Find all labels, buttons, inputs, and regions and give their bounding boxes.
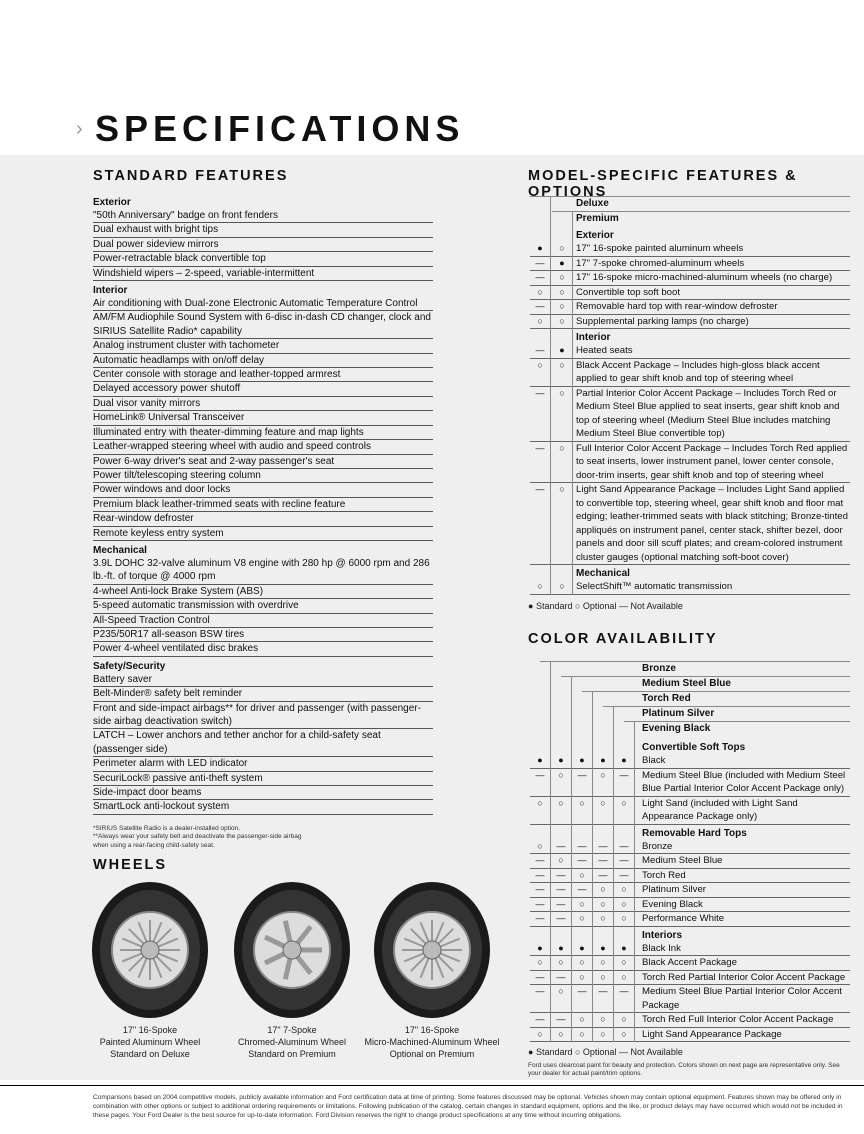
feature-item: Power tilt/telescoping steering column bbox=[93, 469, 433, 483]
optional-circle-icon: ○ bbox=[572, 600, 583, 611]
legend bbox=[528, 1047, 683, 1057]
wheel-availability: Standard on Deluxe bbox=[110, 1049, 190, 1059]
feature-item: Power-retractable black convertible top bbox=[93, 252, 433, 266]
color-option-text: Black Accent Package bbox=[642, 957, 737, 968]
color-availability-symbol: — bbox=[577, 840, 587, 851]
color-availability-symbol: — bbox=[556, 840, 566, 851]
feature-text: 17" 7-spoke chromed-aluminum wheels bbox=[576, 257, 745, 269]
table-row bbox=[530, 912, 850, 927]
legend-na: — Not Available bbox=[618, 600, 683, 611]
footer-divider bbox=[0, 1085, 864, 1086]
color-availability-symbol: ○ bbox=[537, 1028, 543, 1039]
wheel-caption bbox=[222, 1024, 362, 1060]
color-availability-symbol: — bbox=[598, 869, 608, 880]
table-row bbox=[530, 271, 850, 286]
color-availability-symbol: ○ bbox=[537, 797, 543, 808]
section-heading: Mechanical bbox=[93, 544, 147, 556]
color-availability-symbol: ○ bbox=[621, 797, 627, 808]
feature-text: Convertible top soft boot bbox=[576, 286, 680, 298]
feature-item: Windshield wipers – 2-speed, variable-intermittent bbox=[93, 267, 433, 281]
column-rule bbox=[634, 721, 635, 1042]
availability-deluxe: — bbox=[535, 301, 545, 311]
color-column-label: Medium Steel Blue bbox=[642, 678, 731, 689]
color-availability-symbol: ○ bbox=[579, 869, 585, 880]
color-availability-symbol: — bbox=[577, 884, 587, 894]
header-line bbox=[540, 661, 850, 662]
category-label: Exterior bbox=[576, 230, 614, 241]
availability-deluxe: — bbox=[535, 345, 545, 355]
color-availability-heading: COLOR AVAILABILITY bbox=[528, 631, 718, 647]
legend-optional: Optional bbox=[582, 1047, 617, 1057]
color-availability-symbol: — bbox=[598, 986, 608, 996]
color-availability-symbol: ○ bbox=[600, 884, 606, 894]
color-availability-symbol: ● bbox=[558, 942, 564, 953]
feature-text: Removable hard top with rear-window defroster bbox=[576, 301, 778, 312]
color-availability-symbol: ○ bbox=[558, 957, 564, 967]
wheel-type: Chromed-Aluminum Wheel bbox=[237, 1037, 347, 1047]
wheel-name: 17" 16-Spoke bbox=[122, 1025, 178, 1035]
feature-item: Dual visor vanity mirrors bbox=[93, 397, 433, 411]
availability-premium: ● bbox=[559, 257, 565, 268]
feature-item: Belt-Minder® safety belt reminder bbox=[93, 687, 433, 701]
color-availability-symbol: ○ bbox=[621, 1014, 627, 1024]
feature-item: Power 6-way driver's seat and 2-way passenger's seat bbox=[93, 455, 433, 469]
color-availability-symbol: ○ bbox=[558, 797, 564, 808]
feature-item: Premium black leather-trimmed seats with recline feature bbox=[93, 498, 433, 512]
color-availability-symbol: ○ bbox=[600, 797, 606, 808]
legend-optional: Optional bbox=[582, 600, 617, 611]
footnote-line: *SIRIUS Satellite Radio is a dealer-installed option. bbox=[93, 824, 241, 832]
table-row bbox=[530, 387, 850, 442]
availability-premium: ○ bbox=[559, 301, 565, 311]
color-option-text: Torch Red bbox=[642, 869, 686, 881]
color-availability-symbol: ○ bbox=[579, 1028, 585, 1039]
feature-item: Battery saver bbox=[93, 673, 433, 687]
table-row bbox=[530, 985, 850, 1013]
table-row bbox=[530, 257, 850, 272]
category-label: Interiors bbox=[642, 929, 683, 941]
color-availability-symbol: — bbox=[535, 898, 545, 909]
feature-item: Remote keyless entry system bbox=[93, 527, 433, 541]
availability-deluxe: ● bbox=[537, 243, 543, 253]
wheel-caption bbox=[80, 1024, 220, 1060]
color-availability-symbol: — bbox=[619, 840, 629, 851]
table-row bbox=[530, 1028, 850, 1043]
color-availability-symbol: ○ bbox=[558, 855, 564, 865]
table-row bbox=[530, 565, 850, 580]
color-availability-symbol: ○ bbox=[537, 957, 543, 967]
availability-premium: ○ bbox=[559, 484, 565, 494]
color-availability-symbol: ○ bbox=[600, 898, 606, 909]
color-availability-symbol: ○ bbox=[558, 769, 564, 780]
column-premium: Premium bbox=[576, 213, 619, 224]
wheel-card bbox=[362, 880, 502, 1060]
feature-item: P235/50R17 all-season BSW tires bbox=[93, 628, 433, 642]
color-availability-symbol: ● bbox=[579, 755, 585, 765]
availability-deluxe: — bbox=[535, 442, 545, 453]
color-availability-symbol: — bbox=[577, 855, 587, 865]
color-option-text: Black Ink bbox=[642, 942, 681, 954]
color-availability-symbol: ● bbox=[537, 755, 543, 765]
standard-features-heading: STANDARD FEATURES bbox=[93, 168, 289, 184]
feature-item: Air conditioning with Dual-zone Electronic Automatic Temperature Control bbox=[93, 297, 433, 311]
category-label: Mechanical bbox=[576, 568, 630, 579]
feature-item: Illuminated entry with theater-dimming feature and map lights bbox=[93, 426, 433, 440]
standard-dot-icon: ● bbox=[528, 1047, 536, 1057]
wheel-image bbox=[372, 880, 492, 1020]
legend bbox=[528, 601, 683, 611]
header-line bbox=[603, 706, 850, 707]
color-availability-symbol: — bbox=[535, 1014, 545, 1024]
availability-deluxe: — bbox=[535, 484, 545, 494]
color-availability-symbol: — bbox=[556, 898, 566, 909]
color-note: Ford uses clearcoat paint for beauty and protection. Colors shown on next page are representative only. See your dealer for actual paint/trim options. bbox=[528, 1062, 840, 1077]
feature-item: Power windows and door locks bbox=[93, 483, 433, 497]
feature-text: Light Sand Appearance Package – Includes Light Sand applied to convertible top, steering wheel, gear shift knob and floor mat edging; leather-trimmed seats with black stitching; Bronze-tinted appliqués on instrument panel, center stack, shifter bezel, door panels and door sill scuff plates; and cream-colored instrument cluster gauges (optional matching soft-boot cover) bbox=[576, 484, 848, 563]
optional-circle-icon: ○ bbox=[572, 1047, 583, 1057]
feature-text: 17" 16-spoke painted aluminum wheels bbox=[576, 243, 744, 254]
availability-premium: ● bbox=[559, 345, 565, 355]
availability-deluxe: ○ bbox=[537, 315, 543, 326]
table-row bbox=[530, 1013, 850, 1028]
color-availability-symbol: — bbox=[577, 986, 587, 996]
availability-deluxe: ○ bbox=[537, 286, 543, 297]
color-availability-symbol: ○ bbox=[579, 957, 585, 967]
color-availability-symbol: ● bbox=[579, 942, 585, 953]
color-availability-symbol: ○ bbox=[600, 957, 606, 967]
section-heading: Interior bbox=[93, 285, 128, 297]
feature-item: Dual exhaust with bright tips bbox=[93, 223, 433, 237]
header-line bbox=[561, 676, 850, 677]
color-option-text: Light Sand (included with Light Sand Appearance Package only) bbox=[642, 797, 798, 822]
color-option-text: Performance White bbox=[642, 913, 725, 924]
feature-item: Leather-wrapped steering wheel with audio and speed controls bbox=[93, 440, 433, 454]
feature-text: 17" 16-spoke micro-machined-aluminum wheels (no charge) bbox=[576, 272, 833, 283]
feature-item: All-Speed Traction Control bbox=[93, 614, 433, 628]
standard-dot-icon: ● bbox=[528, 600, 536, 611]
color-availability-symbol: — bbox=[577, 769, 587, 780]
page-title: SPECIFICATIONS bbox=[95, 108, 465, 149]
footnote-line: when using a rear-facing child-safety seat. bbox=[93, 841, 215, 849]
feature-text: Supplemental parking lamps (no charge) bbox=[576, 315, 749, 327]
wheel-availability: Standard on Premium bbox=[248, 1049, 336, 1059]
availability-premium: ○ bbox=[559, 315, 565, 326]
table-row bbox=[530, 286, 850, 301]
table-row bbox=[530, 483, 850, 565]
color-option-text: Medium Steel Blue Partial Interior Color Accent Package bbox=[642, 986, 842, 1011]
table-row bbox=[530, 739, 850, 754]
color-availability-symbol: ● bbox=[621, 942, 627, 953]
wheel-name: 17" 16-Spoke bbox=[404, 1025, 460, 1035]
color-availability-symbol: ● bbox=[621, 755, 627, 765]
wheel-name: 17" 7-Spoke bbox=[267, 1025, 317, 1035]
wheel-type: Painted Aluminum Wheel bbox=[99, 1037, 201, 1047]
table-row bbox=[530, 754, 850, 769]
footnotes bbox=[93, 825, 433, 851]
feature-text: Black Accent Package – Includes high-gloss black accent applied to gear shift knob and top of steering wheel bbox=[576, 359, 820, 384]
color-availability-symbol: ○ bbox=[621, 957, 627, 967]
color-availability-symbol: ○ bbox=[579, 1014, 585, 1024]
availability-premium: ○ bbox=[559, 442, 565, 453]
color-availability-symbol: — bbox=[535, 913, 545, 923]
standard-features-list bbox=[93, 193, 433, 850]
color-availability-symbol: ○ bbox=[579, 797, 585, 808]
header-line bbox=[624, 721, 850, 722]
wheel-image bbox=[232, 880, 352, 1020]
table-row bbox=[530, 442, 850, 484]
table-row bbox=[530, 869, 850, 884]
color-availability-symbol: — bbox=[535, 869, 545, 880]
column-rule bbox=[550, 196, 551, 595]
column-rule bbox=[571, 676, 572, 1042]
color-availability-symbol: — bbox=[619, 986, 629, 996]
feature-item: 3.9L DOHC 32-valve aluminum V8 engine with 280 hp @ 6000 rpm and 286 lb.-ft. of torque @ 4000 rpm bbox=[93, 557, 433, 585]
table-row bbox=[530, 329, 850, 344]
color-availability-symbol: ○ bbox=[621, 898, 627, 909]
color-availability-symbol: — bbox=[556, 869, 566, 880]
availability-premium: ○ bbox=[559, 272, 565, 282]
availability-deluxe: ○ bbox=[537, 581, 543, 591]
feature-item: SmartLock anti-lockout system bbox=[93, 800, 433, 814]
availability-premium: ○ bbox=[559, 581, 565, 591]
availability-deluxe: — bbox=[535, 387, 545, 398]
color-availability-symbol: — bbox=[556, 1014, 566, 1024]
color-availability-symbol: — bbox=[535, 855, 545, 865]
color-availability-symbol: ● bbox=[537, 942, 543, 953]
wheel-image bbox=[90, 880, 210, 1020]
column-rule bbox=[592, 691, 593, 1042]
color-availability-symbol: ○ bbox=[621, 913, 627, 923]
footnote-line: **Always wear your safety belt and deactivate the passenger-side airbag bbox=[93, 833, 302, 841]
color-availability-symbol: ○ bbox=[537, 840, 543, 851]
color-availability-symbol: ○ bbox=[621, 971, 627, 982]
feature-item: Perimeter alarm with LED indicator bbox=[93, 757, 433, 771]
color-availability-symbol: — bbox=[556, 971, 566, 982]
feature-item: HomeLink® Universal Transceiver bbox=[93, 411, 433, 425]
color-option-text: Bronze bbox=[642, 840, 673, 852]
availability-deluxe: ○ bbox=[537, 359, 543, 370]
legend-na: — Not Available bbox=[618, 1047, 683, 1057]
table-row bbox=[530, 580, 850, 595]
color-availability-symbol: ○ bbox=[579, 898, 585, 909]
color-availability-symbol: — bbox=[556, 884, 566, 894]
footer-disclaimer: Comparisons based on 2004 competitive models, publicly available information and Ford certification data at time of printing. Some features discussed may be optional. Vehicles shown may contain optional equipment. Features shown may be offered only in combination with other options or subject to additional ordering requirements or limitations. Following publication of the catalog, certain changes in standard equipment, options and the like, or product delays may have occurred which would not be included in these pages. Your Ford Dealer is the best source for up-to-date information. Ford Division reserves the right to change product specifications at any time without incurring obligations. bbox=[93, 1094, 843, 1119]
feature-item: Center console with storage and leather-topped armrest bbox=[93, 368, 433, 382]
availability-premium: ○ bbox=[559, 359, 565, 370]
table-row bbox=[530, 300, 850, 315]
table-row bbox=[530, 956, 850, 971]
color-availability-symbol: ○ bbox=[558, 1028, 564, 1039]
feature-item: 4-wheel Anti-lock Brake System (ABS) bbox=[93, 585, 433, 599]
table-row bbox=[530, 359, 850, 387]
color-column-label: Torch Red bbox=[642, 693, 691, 704]
availability-deluxe: — bbox=[535, 257, 545, 268]
color-option-text: Torch Red Full Interior Color Accent Package bbox=[642, 1014, 834, 1025]
column-rule bbox=[572, 211, 573, 595]
color-option-text: Black bbox=[642, 755, 666, 766]
table-row bbox=[530, 840, 850, 855]
wheels-heading: WHEELS bbox=[93, 857, 168, 873]
color-availability-symbol: ○ bbox=[621, 1028, 627, 1039]
table-row bbox=[530, 898, 850, 913]
color-availability-symbol: ○ bbox=[600, 971, 606, 982]
wheel-availability: Optional on Premium bbox=[389, 1049, 475, 1059]
color-column-label: Platinum Silver bbox=[642, 708, 715, 719]
feature-item: Dual power sideview mirrors bbox=[93, 238, 433, 252]
header-line bbox=[582, 691, 850, 692]
color-availability-symbol: ○ bbox=[621, 884, 627, 894]
color-column-label: Bronze bbox=[642, 663, 676, 674]
feature-item: 5-speed automatic transmission with overdrive bbox=[93, 599, 433, 613]
color-availability-symbol: ○ bbox=[579, 913, 585, 923]
color-option-text: Platinum Silver bbox=[642, 884, 706, 895]
color-option-text: Medium Steel Blue (included with Medium Steel Blue Partial Interior Color Accent Package only) bbox=[642, 769, 846, 794]
table-row bbox=[530, 797, 850, 825]
color-availability-symbol: ○ bbox=[579, 971, 585, 982]
color-availability-symbol: — bbox=[598, 840, 608, 851]
table-row bbox=[530, 854, 850, 869]
chevron-right-icon: › bbox=[76, 118, 83, 140]
feature-text: Full Interior Color Accent Package – Includes Torch Red applied to seat inserts, lower instrument panel, lower center console, door-trim inserts, gear shift knob and top of steering wheel bbox=[576, 442, 848, 481]
category-label: Interior bbox=[576, 332, 611, 343]
color-availability-symbol: — bbox=[619, 769, 629, 780]
table-row bbox=[530, 825, 850, 840]
column-deluxe: Deluxe bbox=[576, 198, 609, 209]
availability-premium: ○ bbox=[559, 387, 565, 398]
feature-text: Heated seats bbox=[576, 345, 633, 356]
color-availability-symbol: ○ bbox=[558, 986, 564, 996]
legend-standard: Standard bbox=[535, 1047, 573, 1057]
column-rule bbox=[613, 706, 614, 1042]
color-availability-symbol: ○ bbox=[600, 1014, 606, 1024]
table-row bbox=[530, 927, 850, 942]
color-availability-symbol: — bbox=[535, 971, 545, 982]
feature-item: "50th Anniversary" badge on front fenders bbox=[93, 209, 433, 223]
feature-item: SecuriLock® passive anti-theft system bbox=[93, 772, 433, 786]
color-availability-symbol: — bbox=[598, 855, 608, 865]
feature-item: Analog instrument cluster with tachometer bbox=[93, 339, 433, 353]
color-column-label: Evening Black bbox=[642, 723, 711, 734]
section-heading: Exterior bbox=[93, 197, 131, 208]
color-availability-symbol: — bbox=[535, 884, 545, 894]
feature-item: Delayed accessory power shutoff bbox=[93, 382, 433, 396]
legend-standard: Standard bbox=[535, 600, 573, 611]
color-availability-symbol: — bbox=[556, 913, 566, 923]
table-row bbox=[530, 942, 850, 957]
color-option-text: Torch Red Partial Interior Color Accent Package bbox=[642, 971, 846, 983]
table-row bbox=[530, 883, 850, 898]
wheel-card bbox=[80, 880, 220, 1060]
table-row bbox=[530, 227, 850, 242]
feature-item: Rear-window defroster bbox=[93, 512, 433, 526]
wheel-type: Micro-Machined-Aluminum Wheel bbox=[364, 1037, 500, 1047]
feature-item: Power 4-wheel ventilated disc brakes bbox=[93, 642, 433, 656]
color-availability-symbol: ○ bbox=[600, 913, 606, 923]
header-line bbox=[552, 211, 850, 212]
color-availability-symbol: ● bbox=[600, 755, 606, 765]
color-availability-symbol: ○ bbox=[600, 1028, 606, 1039]
color-availability-symbol: — bbox=[535, 769, 545, 780]
color-availability-symbol: — bbox=[619, 855, 629, 865]
color-availability-symbol: ● bbox=[558, 755, 564, 765]
table-row bbox=[530, 769, 850, 797]
color-option-text: Light Sand Appearance Package bbox=[642, 1028, 782, 1040]
feature-text: SelectShift™ automatic transmission bbox=[576, 581, 733, 592]
color-availability-symbol: ● bbox=[600, 942, 606, 953]
feature-item: Automatic headlamps with on/off delay bbox=[93, 354, 433, 368]
availability-premium: ○ bbox=[559, 286, 565, 297]
feature-item: LATCH – Lower anchors and tether anchor for a child-safety seat (passenger side) bbox=[93, 729, 433, 757]
category-label: Convertible Soft Tops bbox=[642, 742, 746, 753]
feature-item: Front and side-impact airbags** for driver and passenger (with passenger-side airbag deactivation switch) bbox=[93, 702, 433, 730]
table-row bbox=[530, 344, 850, 359]
availability-premium: ○ bbox=[559, 243, 565, 253]
column-rule bbox=[550, 661, 551, 1042]
header-line bbox=[530, 196, 850, 197]
table-row bbox=[530, 315, 850, 330]
wheel-card bbox=[222, 880, 362, 1060]
feature-text: Partial Interior Color Accent Package – Includes Torch Red or Medium Steel Blue applied to seat inserts, gear shift knob and top of steering wheel (Medium Steel Blue includes matching Medium Steel Blue convertible top) bbox=[576, 387, 840, 439]
wheel-caption bbox=[362, 1024, 502, 1060]
table-row bbox=[530, 971, 850, 986]
color-option-text: Evening Black bbox=[642, 898, 703, 910]
color-availability-symbol: — bbox=[619, 869, 629, 880]
table-row bbox=[530, 242, 850, 257]
model-features-heading: MODEL-SPECIFIC FEATURES & OPTIONS bbox=[528, 168, 798, 200]
color-availability-symbol: — bbox=[535, 986, 545, 996]
feature-item: AM/FM Audiophile Sound System with 6-disc in-dash CD changer, clock and SIRIUS Satellite Radio* capability bbox=[93, 311, 433, 339]
feature-item: Side-impact door beams bbox=[93, 786, 433, 800]
availability-deluxe: — bbox=[535, 272, 545, 282]
color-availability-symbol: ○ bbox=[600, 769, 606, 780]
section-heading: Safety/Security bbox=[93, 660, 166, 672]
category-label: Removable Hard Tops bbox=[642, 827, 747, 839]
color-option-text: Medium Steel Blue bbox=[642, 855, 723, 866]
